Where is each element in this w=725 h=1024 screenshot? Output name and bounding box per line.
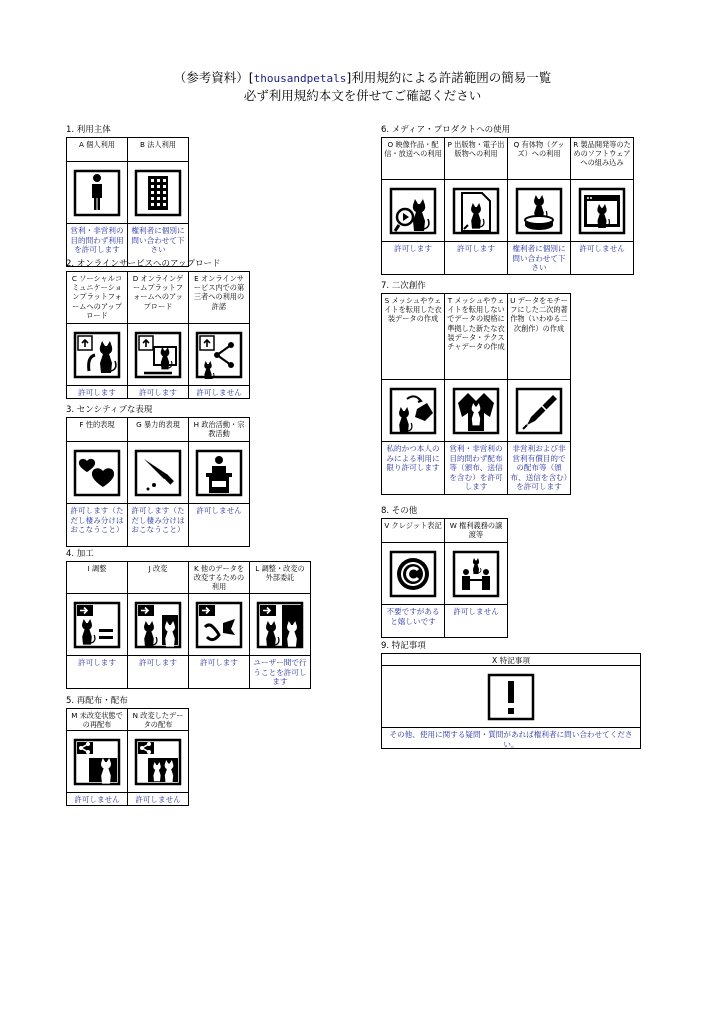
- item-label: D オンラインゲームプラットフォームへのアップロード: [128, 272, 188, 324]
- building-icon: [128, 162, 188, 224]
- item-label: A 個人利用: [67, 138, 127, 162]
- item-permission: 許可します: [139, 658, 177, 667]
- upload-game-icon: [128, 324, 188, 386]
- publication-icon: [445, 180, 507, 242]
- item-label: F 性的表現: [67, 418, 127, 442]
- item-permission: 不要ですがあると嬉しいです: [386, 607, 440, 626]
- section-title: 7. 二次創作: [381, 281, 426, 291]
- item-label: S メッシュやウェイトを転用した衣装データの作成: [382, 294, 444, 380]
- permission-item: [66, 708, 128, 806]
- section-title: 8. その他: [381, 506, 418, 516]
- item-label: B 法人利用: [128, 138, 188, 162]
- section-title: 9. 特記事項: [381, 641, 426, 651]
- page-title: [0, 69, 725, 88]
- section-title: 2. オンラインサービスへのアップロード: [66, 259, 221, 269]
- item-permission: 許可します: [457, 244, 495, 253]
- permission-item: [127, 417, 189, 547]
- section-title: 6. メディア・プロダクトへの使用: [381, 125, 511, 135]
- permission-table: [381, 137, 634, 275]
- knife-icon: [128, 442, 188, 504]
- permission-table: [381, 653, 641, 749]
- permission-item: [127, 708, 189, 806]
- section-usage-subject: [66, 124, 189, 267]
- item-label: Q 有体物（グッズ）への利用: [508, 138, 570, 180]
- permission-table: [66, 271, 250, 399]
- permission-table: [381, 518, 508, 638]
- permission-item: [570, 137, 634, 275]
- pen-icon: [508, 380, 570, 442]
- permission-table: [66, 708, 189, 806]
- section-title: 1. 利用主体: [66, 125, 111, 135]
- section-online-upload: [66, 258, 250, 399]
- item-permission: 許可しません: [453, 607, 499, 616]
- permission-item: [444, 293, 508, 495]
- item-label: R 製品開発等のためのソフトウェアへの組み込み: [571, 138, 633, 180]
- outsource-icon: [250, 594, 310, 656]
- item-permission: 許可します: [139, 388, 177, 397]
- item-permission: 許可します: [78, 658, 116, 667]
- item-label: T メッシュやウェイトを転用しないでデータの規格に準拠した新たな衣装データ・テクスチャデータの作成: [445, 294, 507, 380]
- item-permission: 許可しません: [579, 244, 625, 253]
- share-third-party-icon: [189, 324, 249, 386]
- item-label: V クレジット表記: [382, 519, 444, 543]
- item-label: P 出版物・電子出版物への利用: [445, 138, 507, 180]
- redistribute-icon: [67, 731, 127, 793]
- item-label: G 暴力的表現: [128, 418, 188, 442]
- permission-item: [381, 293, 445, 495]
- item-permission: 許可します: [78, 388, 116, 397]
- permission-item: [66, 271, 128, 399]
- permission-item: [381, 653, 641, 749]
- item-permission: 許可します: [394, 244, 432, 253]
- item-permission: 権利者に個別に問い合わせて下さい: [131, 226, 185, 255]
- item-label: X 特記事項: [382, 654, 640, 666]
- page-subtitle: 必ず利用規約本文を併せてご確認ください: [243, 88, 482, 103]
- section-media-products: [381, 124, 634, 275]
- permission-item: [381, 518, 445, 638]
- item-permission: 営利・非営利の目的問わず配布等（頒布、送信を含む）を許可します: [449, 444, 503, 492]
- hearts-icon: [67, 442, 127, 504]
- permission-item: [444, 137, 508, 275]
- title-suffix: ]利用規約による許諾範囲の簡易一覧: [346, 70, 552, 85]
- permission-table: [66, 561, 311, 689]
- item-permission: 私的かつ本人のみによる利用に限り許可します: [386, 444, 440, 473]
- exclamation-icon: [382, 666, 640, 728]
- permission-item: [127, 271, 189, 399]
- item-permission: ユーザー間で行うことを許可します: [253, 658, 307, 687]
- adjust-icon: [67, 594, 127, 656]
- permission-item: [188, 561, 250, 689]
- mesh-transfer-icon: [382, 380, 444, 442]
- item-permission: 権利者に個別に問い合わせて下さい: [512, 244, 566, 273]
- permission-item: [507, 137, 571, 275]
- item-label: E オンラインサービス内での第三者への利用の許諾: [189, 272, 249, 324]
- distribute-modified-icon: [128, 731, 188, 793]
- permission-item: [188, 271, 250, 399]
- item-label: J 改変: [128, 562, 188, 594]
- permission-table: [381, 293, 571, 495]
- section-title: 5. 再配布・配布: [66, 696, 128, 706]
- copyright-icon: [382, 543, 444, 605]
- item-permission: 許可しません: [196, 388, 242, 397]
- permission-item: [127, 137, 189, 267]
- permission-item: [381, 137, 445, 275]
- item-label: U データをモチーフにした二次的著作物（いわゆる二次創作）の作成: [508, 294, 570, 380]
- item-label: M 未改変状態での再配布: [67, 709, 127, 731]
- permission-table: [66, 137, 189, 267]
- software-icon: [571, 180, 633, 242]
- item-label: C ソーシャルコミュニケーションプラットフォームへのアップロード: [67, 272, 127, 324]
- person-icon: [67, 162, 127, 224]
- permission-item: [507, 293, 571, 495]
- item-permission: 許可します（ただし棲み分けはおこなうこと）: [70, 506, 124, 535]
- permission-table: [66, 417, 250, 547]
- section-processing: [66, 548, 311, 689]
- title-name: thousandpetals: [253, 72, 347, 85]
- permission-item: [66, 417, 128, 547]
- permission-item: [249, 561, 311, 689]
- title-prefix: （参考資料）[: [173, 70, 254, 85]
- use-for-modification-icon: [189, 594, 249, 656]
- item-label: O 映像作品・配信・放送への利用: [382, 138, 444, 180]
- transfer-rights-icon: [445, 543, 507, 605]
- item-permission: 許可しません: [196, 506, 242, 515]
- permission-item: [66, 137, 128, 267]
- permission-item: [66, 561, 128, 689]
- permission-item: [127, 561, 189, 689]
- item-label: L 調整・改変の外部委託: [250, 562, 310, 594]
- section-special-notes: [381, 640, 641, 749]
- section-derivative-works: [381, 280, 571, 495]
- item-label: H 政治活動・宗教活動: [189, 418, 249, 442]
- section-redistribution: [66, 695, 189, 806]
- item-label: I 調整: [67, 562, 127, 594]
- item-permission: 営利・非営利の目的問わず利用を許可します: [70, 226, 124, 255]
- item-label: W 権利義務の譲渡等: [445, 519, 507, 543]
- item-permission: 許可します: [200, 658, 238, 667]
- permission-item: [444, 518, 508, 638]
- section-title: 4. 加工: [66, 549, 94, 559]
- section-sensitive-expression: [66, 404, 250, 547]
- podium-icon: [189, 442, 249, 504]
- item-label: N 改変したデータの配布: [128, 709, 188, 731]
- modify-icon: [128, 594, 188, 656]
- item-permission: その他、使用に関する疑問・質問があれば権利者に問い合わせてください。: [389, 730, 633, 748]
- item-label: K 他のデータを改変するための利用: [189, 562, 249, 594]
- goods-icon: [508, 180, 570, 242]
- item-permission: 許可します（ただし棲み分けはおこなうこと）: [131, 506, 185, 535]
- new-costume-icon: [445, 380, 507, 442]
- section-other: [381, 505, 508, 638]
- permission-item: [188, 417, 250, 547]
- item-permission: 許可しません: [135, 795, 181, 804]
- item-permission: 許可しません: [74, 795, 120, 804]
- upload-social-icon: [67, 324, 127, 386]
- section-title: 3. センシティブな表現: [66, 405, 153, 415]
- item-permission: 非営利および非営利有償目的での配布等（頒布、送信を含む）を許可します: [510, 444, 568, 492]
- video-icon: [382, 180, 444, 242]
